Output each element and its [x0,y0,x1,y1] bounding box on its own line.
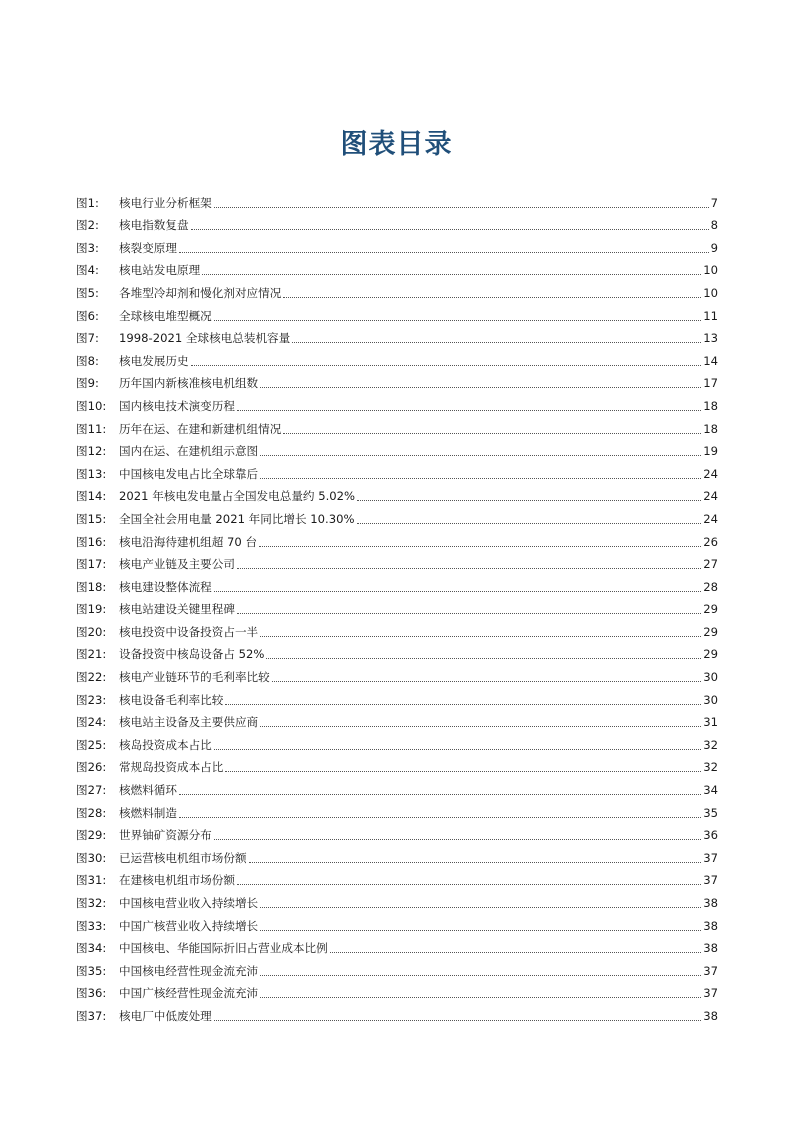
toc-entry[interactable] [76,798,718,821]
toc-entry-page-number[interactable]: 24 [703,489,718,504]
toc-entry-label: 图35: [76,963,107,978]
toc-entry-title[interactable]: 核岛投资成本占比 [119,737,212,752]
toc-dot-leader [260,725,701,727]
toc-entry[interactable] [76,233,718,256]
toc-entry-page-number[interactable]: 38 [703,941,718,956]
toc-dot-leader [179,816,701,818]
toc-entry[interactable] [76,482,718,505]
toc-entry[interactable] [76,595,718,618]
toc-entry-title[interactable]: 设备投资中核岛设备占 52% [119,647,265,662]
toc-entry-page-number[interactable]: 29 [703,602,718,617]
toc-entry-page-number[interactable]: 17 [703,376,718,391]
toc-entry-label: 图17: [76,557,107,572]
toc-dot-leader [214,748,701,750]
toc-entry[interactable] [76,685,718,708]
toc-entry-title[interactable]: 世界铀矿资源分布 [119,828,212,843]
toc-entry[interactable] [76,504,718,527]
toc-entry-label: 图33: [76,918,107,933]
toc-entry-page-number[interactable]: 37 [703,873,718,888]
toc-entry-title[interactable]: 核燃料制造 [119,805,177,820]
toc-entry-label: 图3: [76,240,99,255]
toc-entry-label: 图20: [76,624,107,639]
toc-entry-page-number[interactable]: 30 [703,670,718,685]
toc-dot-leader [272,680,702,682]
toc-entry[interactable] [76,301,718,324]
toc-entry-title[interactable]: 核电产业链及主要公司 [119,557,235,572]
toc-entry-label: 图25: [76,737,107,752]
toc-entry-label: 图12: [76,444,107,459]
toc-entry-label: 图21: [76,647,107,662]
toc-entry[interactable] [76,369,718,392]
toc-entry-page-number[interactable]: 28 [703,579,718,594]
toc-entry[interactable] [76,866,718,889]
toc-entry-title[interactable]: 核电设备毛利率比较 [119,692,224,707]
toc-entry-page-number[interactable]: 38 [703,896,718,910]
toc-entry-title[interactable]: 中国核电、华能国际折旧占营业成本比例 [119,941,328,956]
toc-entry-title[interactable]: 核燃料循环 [119,783,177,798]
toc-entry[interactable] [76,708,718,731]
toc-entry[interactable] [76,572,718,595]
toc-dot-leader [237,409,701,411]
toc-entry-label: 图16: [76,534,107,549]
toc-entry-label: 图1: [76,195,99,210]
toc-entry-page-number[interactable]: 10 [703,263,718,278]
toc-dot-leader [214,590,701,592]
toc-entry[interactable] [76,1001,718,1024]
toc-entry-title[interactable]: 中国核电经营性现金流充沛 [119,963,259,978]
toc-entry-label: 图2: [76,218,99,233]
toc-entry-page-number[interactable]: 11 [703,308,718,323]
toc-entry[interactable] [76,730,718,753]
toc-entry-label: 图32: [76,896,107,910]
toc-entry[interactable] [76,821,718,844]
toc-dot-leader [237,883,701,885]
toc-entry-page-number[interactable]: 36 [703,828,718,843]
toc-dot-leader [357,522,702,524]
toc-entry-page-number[interactable]: 13 [703,331,718,346]
toc-entry-page-number[interactable]: 30 [703,692,718,707]
toc-entry[interactable] [76,662,718,685]
toc-dot-leader [259,545,701,547]
toc-dot-leader [191,364,702,366]
toc-entry-label: 图30: [76,850,107,865]
toc-dot-leader [179,793,701,795]
toc-entry-page-number[interactable]: 18 [703,398,718,413]
toc-entry-page-number[interactable]: 38 [703,1008,718,1023]
toc-entry-label: 图23: [76,692,107,707]
toc-dot-leader [260,386,701,388]
toc-entry-page-number[interactable]: 24 [703,511,718,526]
toc-entry-title[interactable]: 中国广核营业收入持续增长 [119,918,259,933]
toc-entry-title[interactable]: 历年国内新核准核电机组数 [119,376,259,391]
toc-entry-label: 图5: [76,285,99,300]
toc-entry-label: 图36: [76,986,107,1001]
toc-entry-title[interactable]: 1998-2021 全球核电总装机容量 [119,331,291,346]
toc-entry-page-number[interactable]: 32 [703,737,718,752]
toc-entry[interactable] [76,934,718,957]
toc-entry-label: 图13: [76,466,107,481]
toc-entry-page-number[interactable]: 18 [703,421,718,436]
toc-entry-page-number[interactable]: 32 [703,760,718,775]
toc-entry-label: 图31: [76,873,107,888]
toc-entry-page-number[interactable]: 29 [703,624,718,639]
toc-dot-leader [292,341,701,343]
toc-entry-label: 图26: [76,760,107,775]
toc-entry-label: 图8: [76,353,99,368]
toc-dot-leader [237,612,701,614]
toc-entry-title[interactable]: 中国核电发电占比全球靠后 [119,466,259,481]
toc-entry[interactable] [76,843,718,866]
toc-entry-title[interactable]: 常规岛投资成本占比 [119,760,224,775]
toc-dot-leader [179,251,709,253]
toc-entry-label: 图6: [76,308,99,323]
toc-entry-title[interactable]: 全球核电堆型概况 [119,308,212,323]
toc-dot-leader [330,951,702,953]
toc-entry-title[interactable]: 核电产业链环节的毛利率比较 [119,670,270,685]
toc-dot-leader [225,703,701,705]
toc-entry[interactable] [76,459,718,482]
toc-entry[interactable] [76,979,718,1002]
toc-entry[interactable] [76,550,718,573]
toc-entry-title[interactable]: 核电厂中低废处理 [119,1008,212,1023]
toc-entry-page-number[interactable]: 10 [703,285,718,300]
toc-entry-page-number[interactable]: 26 [703,534,718,549]
toc-entry[interactable] [76,278,718,301]
toc-entry-page-number[interactable]: 8 [710,218,718,233]
toc-entry-title[interactable]: 国内在运、在建机组示意图 [119,444,259,459]
toc-entry-title[interactable]: 历年在运、在建和新建机组情况 [119,421,282,436]
toc-entry-page-number[interactable]: 7 [710,195,718,210]
toc-entry-label: 图22: [76,670,107,685]
toc-entry-label: 图10: [76,398,107,413]
toc-entry[interactable] [76,256,718,279]
toc-entry-label: 图7: [76,331,99,346]
toc-entry-page-number[interactable]: 9 [710,240,718,255]
toc-entry-label: 图27: [76,783,107,798]
toc-entry[interactable] [76,753,718,776]
toc-entry-page-number[interactable]: 19 [703,444,718,459]
toc-entry-label: 图11: [76,421,107,436]
toc-entry-title[interactable]: 全国全社会用电量 2021 年同比增长 10.30% [119,511,355,526]
toc-entry[interactable] [76,437,718,460]
toc-dot-leader [283,296,701,298]
toc-entry[interactable] [76,911,718,934]
toc-entry-title[interactable]: 核电站建设关键里程碑 [119,602,235,617]
toc-entry-title[interactable]: 核电建设整体流程 [119,579,212,594]
toc-dot-leader [214,1019,701,1021]
toc-entry-title[interactable]: 在建核电机组市场份额 [119,873,235,888]
toc-entry-label: 图28: [76,805,107,820]
toc-entry-page-number[interactable]: 27 [703,557,718,572]
toc-entry-title[interactable]: 国内核电技术演变历程 [119,398,235,413]
toc-entry-label: 图34: [76,941,107,956]
toc-dot-leader [191,228,709,230]
toc-entry-title[interactable]: 核裂变原理 [119,240,177,255]
toc-dot-leader [260,929,701,931]
toc-dot-leader [266,657,701,659]
toc-entry[interactable] [76,211,718,234]
toc-dot-leader [260,454,701,456]
toc-entry-title[interactable]: 核电站主设备及主要供应商 [119,715,259,730]
page-title: 图表目录 [340,129,453,160]
toc-entry-page-number[interactable]: 29 [703,647,718,662]
toc-entry-title[interactable]: 核电站发电原理 [119,263,201,278]
toc-entry-title[interactable]: 各堆型冷却剂和慢化剂对应情况 [119,285,282,300]
toc-entry-page-number[interactable]: 37 [703,850,718,865]
toc-entry-title[interactable]: 中国广核经营性现金流充沛 [119,986,259,1001]
toc-dot-leader [260,477,701,479]
toc-entry-page-number[interactable]: 24 [703,466,718,481]
figure-toc-list [76,188,718,1024]
toc-entry[interactable] [76,775,718,798]
toc-dot-leader [260,906,701,908]
toc-entry-label: 图14: [76,489,107,504]
toc-entry[interactable] [76,956,718,979]
toc-dot-leader [214,206,709,208]
toc-dot-leader [283,432,701,434]
toc-entry-label: 图4: [76,263,99,278]
toc-entry-title[interactable]: 核电行业分析框架 [119,195,212,210]
toc-entry[interactable] [76,188,718,211]
toc-entry-label: 图19: [76,602,107,617]
toc-entry-label: 图9: [76,376,99,391]
toc-entry-page-number[interactable]: 34 [703,783,718,798]
toc-dot-leader [260,635,701,637]
toc-entry[interactable] [76,617,718,640]
toc-dot-leader [214,838,701,840]
toc-entry[interactable] [76,391,718,414]
toc-dot-leader [225,770,701,772]
toc-entry-page-number[interactable]: 38 [703,918,718,933]
toc-dot-leader [260,974,701,976]
toc-entry[interactable] [76,414,718,437]
toc-entry-label: 图29: [76,828,107,843]
toc-dot-leader [202,273,701,275]
toc-entry-page-number[interactable]: 31 [703,715,718,730]
toc-entry[interactable] [76,346,718,369]
toc-entry-page-number[interactable]: 35 [703,805,718,820]
toc-dot-leader [357,499,701,501]
toc-dot-leader [260,996,701,998]
toc-entry[interactable] [76,527,718,550]
toc-entry-page-number[interactable]: 14 [703,353,718,368]
toc-dot-leader [249,861,702,863]
toc-entry[interactable] [76,640,718,663]
toc-entry-label: 图15: [76,511,107,526]
toc-entry-label: 图24: [76,715,107,730]
toc-entry-title[interactable]: 核电指数复盘 [119,218,189,233]
toc-dot-leader [237,567,701,569]
toc-entry-page-number[interactable]: 37 [703,986,718,1001]
toc-entry[interactable] [76,324,718,347]
toc-entry-title[interactable]: 已运营核电机组市场份额 [119,850,247,865]
toc-entry-label: 图18: [76,579,107,594]
toc-entry-title[interactable]: 中国核电营业收入持续增长 [119,896,259,910]
toc-entry-title[interactable]: 核电发展历史 [119,353,189,368]
toc-entry-title[interactable]: 2021 年核电发电量占全国发电总量约 5.02% [119,489,356,504]
toc-entry-title[interactable]: 核电沿海待建机组超 70 台 [119,534,258,549]
toc-entry-label: 图37: [76,1008,107,1023]
toc-entry[interactable] [76,888,718,911]
toc-dot-leader [214,319,701,321]
toc-entry-page-number[interactable]: 37 [703,963,718,978]
toc-entry-title[interactable]: 核电投资中设备投资占一半 [119,624,259,639]
